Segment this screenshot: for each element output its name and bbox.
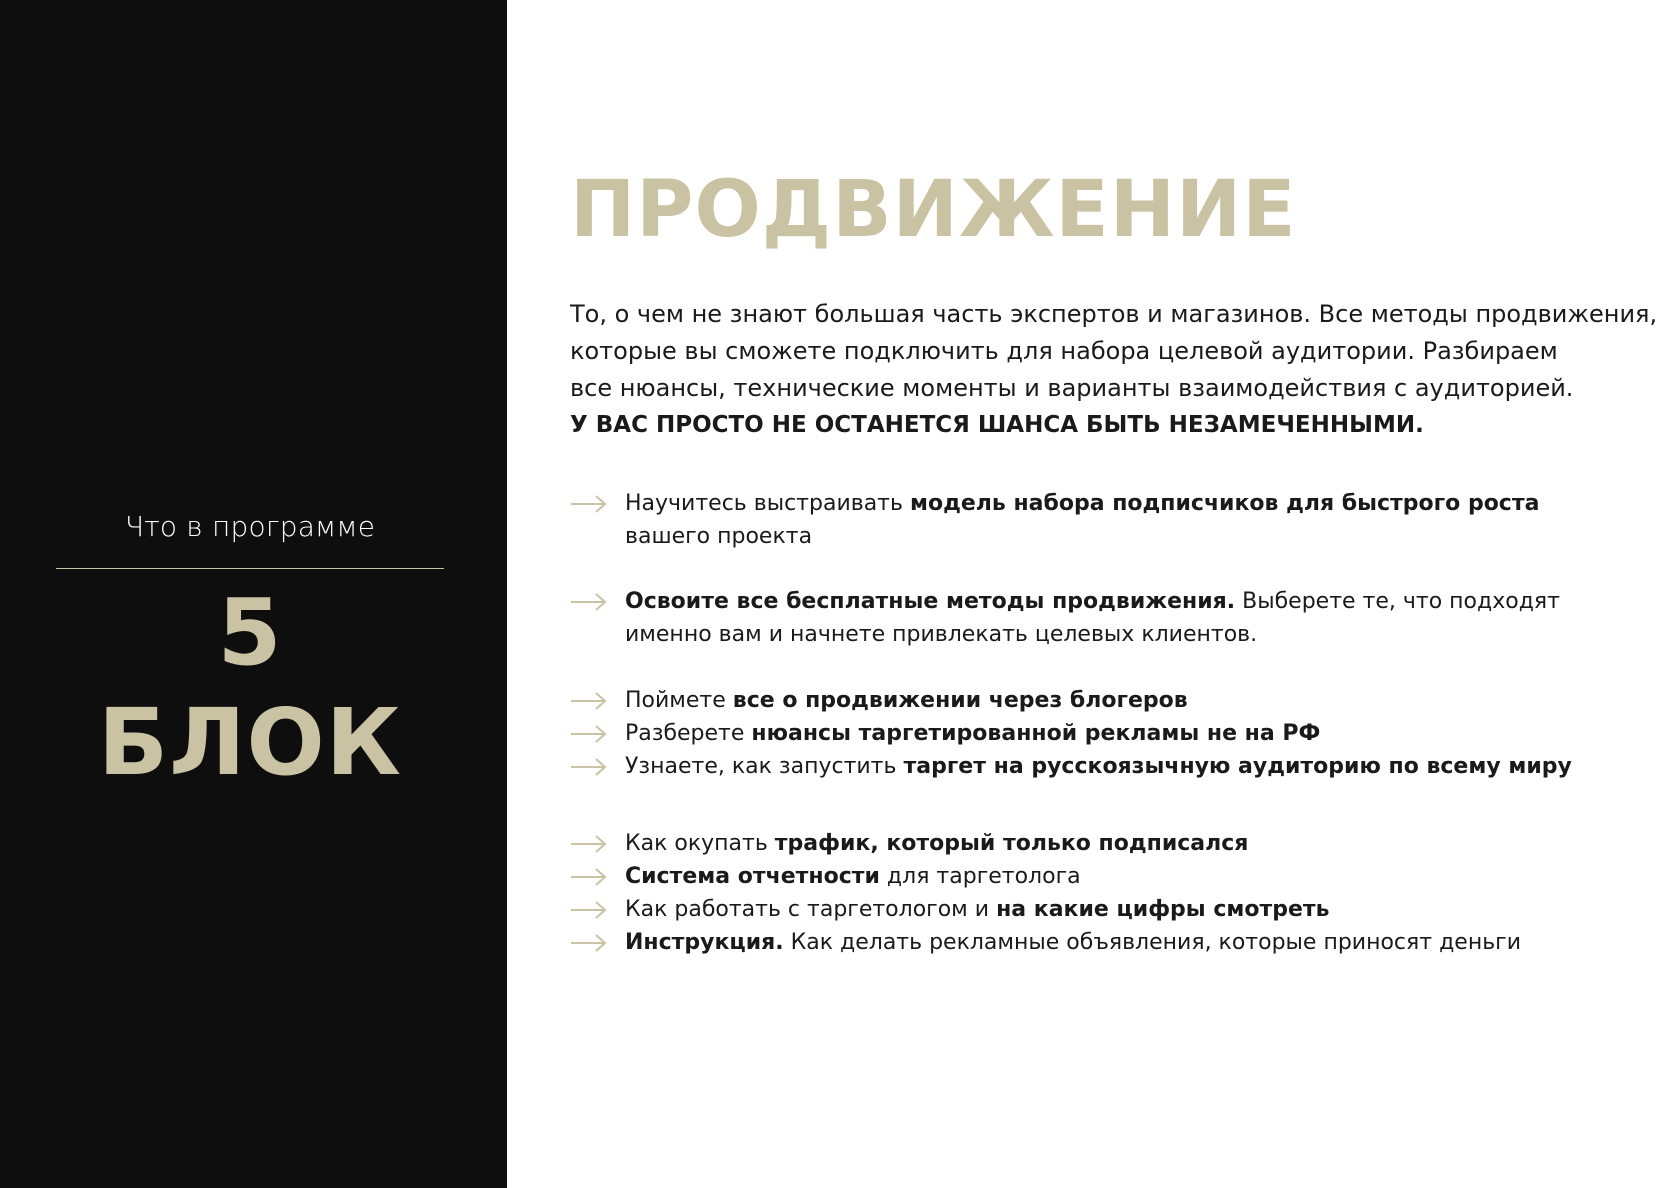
item-text: Система отчетности для таргетолога: [625, 864, 1081, 889]
list-item: [570, 487, 1650, 553]
item-text: Инструкция. Как делать рекламные объявления, которые приносят деньги: [625, 930, 1522, 955]
arrow-right-icon: [570, 724, 608, 744]
item-text: Узнаете, как запустить таргет на русскоязычную аудиторию по всему миру: [625, 754, 1572, 779]
arrow-right-icon: [570, 933, 608, 953]
item-text: Как окупать трафик, который только подписался: [625, 831, 1249, 856]
list-item: [570, 926, 1650, 959]
intro-paragraph: [570, 296, 1658, 444]
feature-list-group-1: [570, 487, 1650, 553]
arrow-right-icon: [570, 757, 608, 777]
arrow-right-icon: [570, 867, 608, 887]
page-title: ПРОДВИЖЕНИЕ: [570, 165, 1297, 255]
item-text: Освоите все бесплатные методы продвижения. Выберете те, что подходят: [625, 589, 1560, 614]
intro-line-2: которые вы сможете подключить для набора целевой аудитории. Разбираем: [570, 337, 1558, 365]
feature-list-group-3: [570, 684, 1650, 783]
divider: [56, 568, 444, 569]
list-item: [570, 585, 1650, 651]
list-item: [570, 827, 1650, 860]
arrow-right-icon: [570, 834, 608, 854]
arrow-right-icon: [570, 494, 608, 514]
left-panel: [0, 0, 507, 1188]
list-item: [570, 684, 1650, 717]
list-item: [570, 717, 1650, 750]
arrow-right-icon: [570, 900, 608, 920]
intro-line-1: То, о чем не знают большая часть экспертов и магазинов. Все методы продвижения,: [570, 300, 1658, 328]
list-item: [570, 750, 1650, 783]
feature-list-group-2: [570, 585, 1650, 651]
intro-emphasis: У ВАС ПРОСТО НЕ ОСТАНЕТСЯ ШАНСА БЫТЬ НЕЗАМЕЧЕННЫМИ.: [570, 412, 1424, 438]
list-item: [570, 860, 1650, 893]
main-content: [570, 160, 1658, 955]
item-text: Разберете нюансы таргетированной рекламы не на РФ: [625, 721, 1321, 746]
arrow-right-icon: [570, 592, 608, 612]
item-text-line-2: именно вам и начнете привлекать целевых клиентов.: [625, 622, 1258, 647]
feature-list-group-4: [570, 827, 1650, 959]
list-item: [570, 893, 1650, 926]
item-text: Научитесь выстраивать модель набора подписчиков для быстрого роста: [625, 491, 1540, 516]
item-text-line-2: вашего проекта: [625, 524, 813, 549]
item-text: Поймете все о продвижении через блогеров: [625, 688, 1188, 713]
block-title: 5 БЛОК: [98, 579, 402, 796]
block-subtitle: Что в программе: [124, 510, 376, 543]
arrow-right-icon: [570, 691, 608, 711]
item-text: Как работать с таргетологом и на какие цифры смотреть: [625, 897, 1330, 922]
intro-line-3: все нюансы, технические моменты и варианты взаимодействия с аудиторией.: [570, 374, 1574, 402]
